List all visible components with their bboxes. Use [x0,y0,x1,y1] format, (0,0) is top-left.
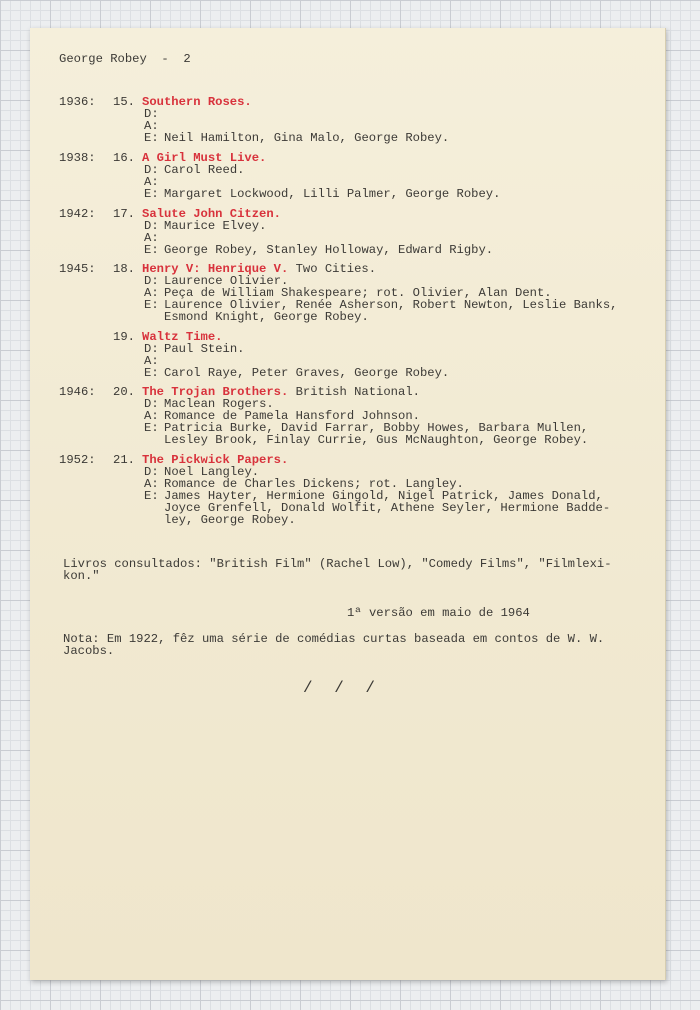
version-note: 1ª versão em maio de 1964 [347,606,530,620]
entry-number: 15. [113,95,135,109]
entry-title: The Trojan Brothers. [142,385,289,399]
cast-label: E: [144,421,159,435]
entry-year: 1952: [59,453,96,467]
entry-title: Southern Roses. [142,95,252,109]
entry-year: 1938: [59,151,96,165]
author-label: A: [144,286,159,300]
director-name: Maclean Rogers. [164,397,274,411]
sources-line: kon." [63,569,100,583]
sources-line: Livros consultados: "British Film" (Rachel Low), "Comedy Films", "Filmlexi- [63,557,612,571]
cast-line: Neil Hamilton, Gina Malo, George Robey. [164,131,450,145]
author-label: A: [144,231,159,245]
entry-title: Salute John Citzen. [142,207,281,221]
director-name: Paul Stein. [164,342,245,356]
director-name: Carol Reed. [164,163,245,177]
page-header: George Robey - 2 [59,52,191,66]
author-label: A: [144,354,159,368]
director-label: D: [144,465,159,479]
entry-year: 1945: [59,262,96,276]
author-text: Peça de William Shakespeare; rot. Olivier, Alan Dent. [164,286,552,300]
end-marks: / / / [303,679,382,697]
entry-number: 19. [113,330,135,344]
note-line: Nota: Em 1922, fêz uma série de comédias curtas baseada em contos de W. W. [63,632,605,646]
cast-label: E: [144,489,159,503]
director-name: Maurice Elvey. [164,219,267,233]
entry-studio: Two Cities. [295,262,377,276]
cast-line: James Hayter, Hermione Gingold, Nigel Patrick, James Donald, [164,489,603,503]
entry-title: The Pickwick Papers. [142,453,289,467]
cast-line: Joyce Grenfell, Donald Wolfit, Athene Seyler, Hermione Badde- [164,501,611,515]
director-name: Laurence Olivier. [164,274,289,288]
cast-label: E: [144,243,159,257]
author-label: A: [144,477,159,491]
author-label: A: [144,409,159,423]
cast-label: E: [144,187,159,201]
entry-title: Waltz Time. [142,330,223,344]
director-label: D: [144,342,159,356]
entry-year: 1936: [59,95,96,109]
entry-year: 1946: [59,385,96,399]
cast-label: E: [144,298,159,312]
director-label: D: [144,163,159,177]
cast-line: Patricia Burke, David Farrar, Bobby Howes, Barbara Mullen, [164,421,589,435]
cast-line: ley, George Robey. [164,513,296,527]
director-label: D: [144,397,159,411]
cast-line: George Robey, Stanley Holloway, Edward Rigby. [164,243,494,257]
entry-number: 18. [113,262,135,276]
entry-title: A Girl Must Live. [142,151,267,165]
entry-title: Henry V: Henrique V. [142,262,289,276]
director-label: D: [144,107,159,121]
entry-studio: British National. [295,385,420,399]
author-text: Romance de Charles Dickens; rot. Langley. [164,477,464,491]
entry-number: 21. [113,453,135,467]
director-name: Noel Langley. [164,465,260,479]
cast-line: Carol Raye, Peter Graves, George Robey. [164,366,450,380]
note-line: Jacobs. [63,644,115,658]
cast-line: Lesley Brook, Finlay Currie, Gus McNaughton, George Robey. [164,433,589,447]
cast-line: Esmond Knight, George Robey. [164,310,369,324]
entry-number: 20. [113,385,135,399]
author-label: A: [144,175,159,189]
cast-label: E: [144,366,159,380]
director-label: D: [144,274,159,288]
director-label: D: [144,219,159,233]
typed-page [30,28,666,980]
cast-label: E: [144,131,159,145]
cast-line: Laurence Olivier, Renée Asherson, Robert Newton, Leslie Banks, [164,298,618,312]
entry-year: 1942: [59,207,96,221]
author-text: Romance de Pamela Hansford Johnson. [164,409,420,423]
cast-line: Margaret Lockwood, Lilli Palmer, George Robey. [164,187,501,201]
entry-number: 17. [113,207,135,221]
author-label: A: [144,119,159,133]
entry-number: 16. [113,151,135,165]
